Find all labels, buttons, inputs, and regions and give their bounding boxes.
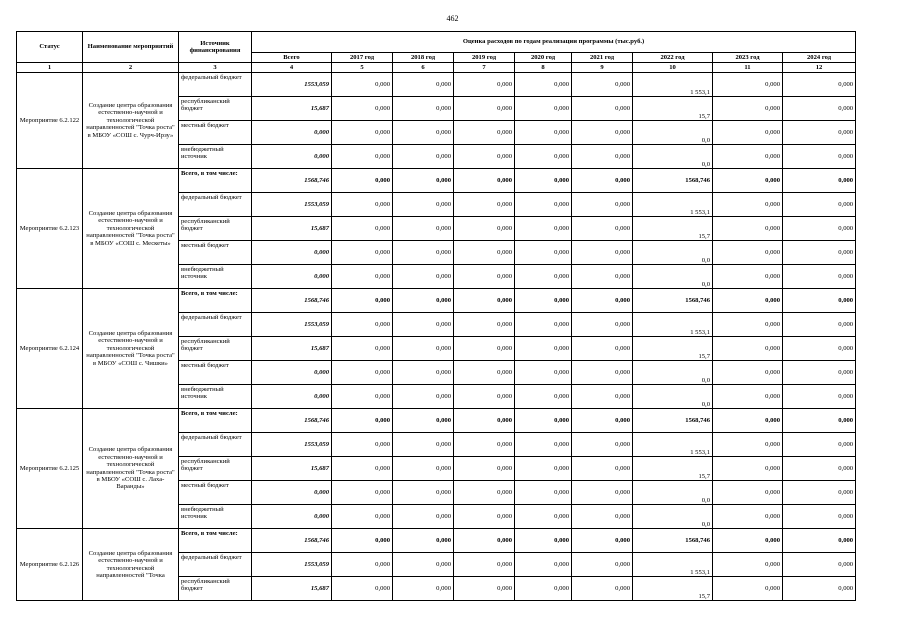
year-value-cell: 0,000 [332,289,393,313]
year-value-cell: 1 553,1 [633,73,713,97]
year-value-cell: 0,000 [454,337,515,361]
year-value-cell: 0,000 [572,481,633,505]
table-body [17,73,856,601]
year-value-cell: 0,000 [393,385,454,409]
status-cell: Мероприятие 6.2.123 [17,169,83,289]
year-value-cell: 0,000 [515,313,572,337]
year-value-cell: 0,000 [393,481,454,505]
measure-name-cell: Создание центра образования естественно-научной и технологической направленностей "Точка роста" в МБОУ «СОШ с. Лаха-Варанды» [83,409,179,529]
year-value-cell: 0,000 [572,529,633,553]
year-value-cell: 0,000 [713,433,783,457]
year-value-cell: 0,000 [454,361,515,385]
year-value-cell: 0,000 [454,553,515,577]
total-cell: 0,000 [252,145,332,169]
year-value-cell: 0,000 [332,361,393,385]
year-value-cell: 0,0 [633,481,713,505]
year-value-cell: 0,000 [572,241,633,265]
year-value-cell: 0,0 [633,145,713,169]
funding-source-cell: местный бюджет [179,361,252,385]
year-value-cell: 0,000 [783,433,856,457]
year-value-cell: 0,000 [393,553,454,577]
header-year: 2019 год [454,53,515,63]
year-value-cell: 0,000 [572,73,633,97]
year-value-cell: 1 553,1 [633,193,713,217]
year-value-cell: 0,000 [713,361,783,385]
status-cell: Мероприятие 6.2.126 [17,529,83,601]
year-value-cell: 0,000 [783,553,856,577]
year-value-cell: 0,000 [713,169,783,193]
year-value-cell: 0,000 [454,385,515,409]
year-value-cell: 1568,746 [633,409,713,433]
year-value-cell: 0,000 [393,193,454,217]
year-value-cell: 0,000 [713,337,783,361]
measure-name-cell: Создание центра образования естественно-научной и технологической направленностей "Точка [83,529,179,601]
year-value-cell: 0,000 [572,193,633,217]
year-value-cell: 0,000 [783,385,856,409]
year-value-cell: 0,000 [332,241,393,265]
header-name: Наименование мероприятий [83,32,179,63]
year-value-cell: 0,000 [393,457,454,481]
total-cell: 0,000 [252,121,332,145]
year-value-cell: 0,000 [515,409,572,433]
total-cell: 15,687 [252,457,332,481]
year-value-cell: 0,000 [572,313,633,337]
col-number: 12 [783,63,856,73]
year-value-cell: 0,000 [713,481,783,505]
col-number: 8 [515,63,572,73]
col-number: 5 [332,63,393,73]
year-value-cell: 0,000 [454,577,515,601]
year-value-cell: 0,000 [783,505,856,529]
total-cell: 1553,059 [252,73,332,97]
year-value-cell: 0,000 [454,481,515,505]
year-value-cell: 0,000 [515,145,572,169]
year-value-cell: 0,000 [393,529,454,553]
total-cell: 0,000 [252,505,332,529]
total-cell: 0,000 [252,385,332,409]
year-value-cell: 0,000 [572,457,633,481]
year-value-cell: 0,000 [393,121,454,145]
funding-source-cell: Всего, в том числе: [179,409,252,433]
year-value-cell: 0,000 [783,145,856,169]
year-value-cell: 0,000 [713,577,783,601]
funding-source-cell: Всего, в том числе: [179,529,252,553]
year-value-cell: 0,000 [393,73,454,97]
year-value-cell: 0,000 [713,217,783,241]
year-value-cell: 15,7 [633,577,713,601]
year-value-cell: 0,000 [515,433,572,457]
year-value-cell: 1568,746 [633,529,713,553]
year-value-cell: 0,000 [515,385,572,409]
total-cell: 1568,746 [252,169,332,193]
year-value-cell: 0,0 [633,121,713,145]
year-value-cell: 0,000 [713,505,783,529]
header-year: 2020 год [515,53,572,63]
year-value-cell: 0,000 [572,289,633,313]
year-value-cell: 0,000 [332,433,393,457]
year-value-cell: 0,000 [515,241,572,265]
year-value-cell: 0,000 [713,553,783,577]
year-value-cell: 0,000 [454,313,515,337]
year-value-cell: 0,000 [713,385,783,409]
col-number: 3 [179,63,252,73]
year-value-cell: 0,000 [454,145,515,169]
funding-source-cell: республиканский бюджет [179,97,252,121]
year-value-cell: 0,000 [515,265,572,289]
year-value-cell: 0,0 [633,241,713,265]
measure-name-cell: Создание центра образования естественно-научной и технологической направленностей "Точка роста" в МБОУ «СОШ с. Мескеты» [83,169,179,289]
year-value-cell: 0,000 [515,97,572,121]
total-cell: 0,000 [252,481,332,505]
col-number: 2 [83,63,179,73]
total-cell: 15,687 [252,97,332,121]
col-number: 10 [633,63,713,73]
year-value-cell: 0,0 [633,361,713,385]
year-value-cell: 0,000 [572,217,633,241]
year-value-cell: 0,000 [572,577,633,601]
funding-source-cell: Всего, в том числе: [179,169,252,193]
year-value-cell: 1568,746 [633,289,713,313]
year-value-cell: 0,000 [783,337,856,361]
year-value-cell: 0,000 [515,481,572,505]
year-value-cell: 0,000 [713,265,783,289]
column-number-row [17,63,856,73]
year-value-cell: 0,000 [332,553,393,577]
year-value-cell: 0,000 [713,289,783,313]
year-value-cell: 0,000 [515,193,572,217]
year-value-cell: 0,000 [515,73,572,97]
year-value-cell: 0,000 [713,313,783,337]
year-value-cell: 0,000 [332,529,393,553]
year-value-cell: 0,000 [783,193,856,217]
year-value-cell: 15,7 [633,457,713,481]
year-value-cell: 0,000 [783,217,856,241]
year-value-cell: 0,000 [393,145,454,169]
measure-name-cell: Создание центра образования естественно-научной и технологической направленностей "Точка роста" в МБОУ «СОШ с. Чишки» [83,289,179,409]
funding-source-cell: внебюджетный источник [179,265,252,289]
year-value-cell: 0,000 [332,385,393,409]
year-value-cell: 0,000 [572,97,633,121]
year-value-cell: 0,000 [713,529,783,553]
year-value-cell: 0,000 [454,217,515,241]
year-value-cell: 0,000 [454,73,515,97]
year-value-cell: 0,000 [572,121,633,145]
funding-source-cell: внебюджетный источник [179,145,252,169]
year-value-cell: 0,000 [572,337,633,361]
year-value-cell: 0,000 [332,409,393,433]
year-value-cell: 15,7 [633,217,713,241]
year-value-cell: 0,000 [332,145,393,169]
table-row [17,73,856,97]
funding-source-cell: Всего, в том числе: [179,289,252,313]
funding-source-cell: федеральный бюджет [179,73,252,97]
year-value-cell: 0,000 [783,265,856,289]
year-value-cell: 0,000 [393,505,454,529]
year-value-cell: 0,000 [332,217,393,241]
col-number: 11 [713,63,783,73]
year-value-cell: 0,000 [783,457,856,481]
year-value-cell: 0,000 [713,121,783,145]
funding-source-cell: федеральный бюджет [179,193,252,217]
table-row [17,409,856,433]
year-value-cell: 0,000 [332,73,393,97]
year-value-cell: 0,000 [393,169,454,193]
funding-source-cell: местный бюджет [179,481,252,505]
year-value-cell: 0,000 [713,457,783,481]
header-total: Всего [252,53,332,63]
year-value-cell: 0,000 [783,577,856,601]
total-cell: 15,687 [252,577,332,601]
table-row [17,169,856,193]
year-value-cell: 0,000 [783,169,856,193]
funding-source-cell: внебюджетный источник [179,505,252,529]
year-value-cell: 0,000 [332,193,393,217]
year-value-cell: 0,000 [713,73,783,97]
year-value-cell: 0,000 [393,241,454,265]
total-cell: 1553,059 [252,313,332,337]
year-value-cell: 0,0 [633,385,713,409]
year-value-cell: 0,000 [393,577,454,601]
year-value-cell: 0,000 [572,145,633,169]
funding-source-cell: внебюджетный источник [179,385,252,409]
year-value-cell: 1568,746 [633,169,713,193]
year-value-cell: 0,000 [393,337,454,361]
year-value-cell: 0,000 [515,121,572,145]
status-cell: Мероприятие 6.2.125 [17,409,83,529]
year-value-cell: 0,000 [572,505,633,529]
year-value-cell: 0,000 [515,505,572,529]
year-value-cell: 1 553,1 [633,433,713,457]
year-value-cell: 0,000 [454,193,515,217]
header-year: 2023 год [713,53,783,63]
funding-source-cell: федеральный бюджет [179,553,252,577]
year-value-cell: 0,000 [783,289,856,313]
year-value-cell: 0,000 [454,169,515,193]
year-value-cell: 0,000 [515,289,572,313]
budget-table [16,31,856,601]
funding-source-cell: республиканский бюджет [179,337,252,361]
page-number: 462 [446,14,459,23]
year-value-cell: 0,000 [454,529,515,553]
year-value-cell: 0,000 [393,217,454,241]
year-value-cell: 1 553,1 [633,313,713,337]
year-value-cell: 0,000 [393,361,454,385]
year-value-cell: 0,000 [713,193,783,217]
total-cell: 0,000 [252,241,332,265]
year-value-cell: 0,000 [783,121,856,145]
year-value-cell: 0,000 [454,457,515,481]
year-value-cell: 0,000 [783,97,856,121]
funding-source-cell: федеральный бюджет [179,313,252,337]
year-value-cell: 0,000 [572,361,633,385]
year-value-cell: 0,000 [783,73,856,97]
year-value-cell: 0,000 [515,529,572,553]
total-cell: 1553,059 [252,193,332,217]
year-value-cell: 15,7 [633,337,713,361]
funding-source-cell: федеральный бюджет [179,433,252,457]
year-value-cell: 0,000 [515,577,572,601]
year-value-cell: 0,000 [572,433,633,457]
year-value-cell: 0,000 [783,481,856,505]
total-cell: 1568,746 [252,289,332,313]
year-value-cell: 0,000 [332,505,393,529]
year-value-cell: 0,000 [332,577,393,601]
year-value-cell: 0,000 [515,361,572,385]
total-cell: 1568,746 [252,529,332,553]
status-cell: Мероприятие 6.2.122 [17,73,83,169]
total-cell: 15,687 [252,337,332,361]
year-value-cell: 0,000 [515,169,572,193]
header-estimate: Оценка расходов по годам реализации программы (тыс.руб.) [252,32,856,53]
year-value-cell: 0,000 [393,409,454,433]
total-cell: 15,687 [252,217,332,241]
col-number: 9 [572,63,633,73]
year-value-cell: 0,000 [454,289,515,313]
year-value-cell: 0,000 [393,289,454,313]
total-cell: 1568,746 [252,409,332,433]
year-value-cell: 0,0 [633,505,713,529]
year-value-cell: 0,000 [572,553,633,577]
funding-source-cell: республиканский бюджет [179,457,252,481]
year-value-cell: 1 553,1 [633,553,713,577]
year-value-cell: 0,000 [332,313,393,337]
col-number: 6 [393,63,454,73]
year-value-cell: 0,000 [332,121,393,145]
year-value-cell: 0,000 [393,265,454,289]
year-value-cell: 0,000 [332,169,393,193]
year-value-cell: 0,000 [454,505,515,529]
year-value-cell: 0,000 [454,265,515,289]
year-value-cell: 0,000 [783,529,856,553]
year-value-cell: 0,000 [454,409,515,433]
header-source: Источник финансирования [179,32,252,63]
year-value-cell: 0,000 [515,337,572,361]
header-year: 2021 год [572,53,633,63]
year-value-cell: 0,000 [783,409,856,433]
year-value-cell: 0,000 [515,553,572,577]
header-year: 2018 год [393,53,454,63]
year-value-cell: 0,000 [454,241,515,265]
year-value-cell: 0,000 [393,97,454,121]
year-value-cell: 0,000 [393,433,454,457]
funding-source-cell: республиканский бюджет [179,577,252,601]
year-value-cell: 0,000 [572,409,633,433]
table-row [17,289,856,313]
year-value-cell: 0,000 [572,169,633,193]
year-value-cell: 0,000 [332,481,393,505]
status-cell: Мероприятие 6.2.124 [17,289,83,409]
year-value-cell: 0,000 [713,97,783,121]
funding-source-cell: республиканский бюджет [179,217,252,241]
total-cell: 1553,059 [252,433,332,457]
total-cell: 0,000 [252,265,332,289]
year-value-cell: 0,000 [783,361,856,385]
col-number: 1 [17,63,83,73]
year-value-cell: 0,000 [454,121,515,145]
year-value-cell: 0,000 [332,97,393,121]
year-value-cell: 0,000 [713,241,783,265]
year-value-cell: 0,000 [572,385,633,409]
year-value-cell: 15,7 [633,97,713,121]
year-value-cell: 0,000 [713,145,783,169]
year-value-cell: 0,000 [332,265,393,289]
header-status: Статус [17,32,83,63]
year-value-cell: 0,000 [572,265,633,289]
header-year: 2024 год [783,53,856,63]
funding-source-cell: местный бюджет [179,241,252,265]
col-number: 7 [454,63,515,73]
col-number: 4 [252,63,332,73]
year-value-cell: 0,000 [454,433,515,457]
header-year: 2022 год [633,53,713,63]
year-value-cell: 0,0 [633,265,713,289]
year-value-cell: 0,000 [332,457,393,481]
header-year: 2017 год [332,53,393,63]
measure-name-cell: Создание центра образования естественно-научной и технологической направленностей "Точка роста" в МБОУ «СОШ с. Чурч-Ирзу» [83,73,179,169]
year-value-cell: 0,000 [454,97,515,121]
table-row [17,529,856,553]
year-value-cell: 0,000 [332,337,393,361]
year-value-cell: 0,000 [515,457,572,481]
total-cell: 0,000 [252,361,332,385]
funding-source-cell: местный бюджет [179,121,252,145]
total-cell: 1553,059 [252,553,332,577]
year-value-cell: 0,000 [515,217,572,241]
year-value-cell: 0,000 [783,241,856,265]
year-value-cell: 0,000 [783,313,856,337]
year-value-cell: 0,000 [393,313,454,337]
year-value-cell: 0,000 [713,409,783,433]
